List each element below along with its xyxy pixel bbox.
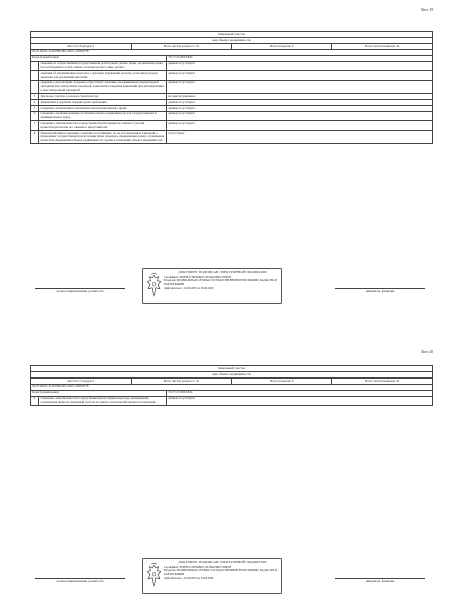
stamp-owner: Владелец: ФЕДЕРАЛЬНАЯ СЛУЖБА ГОСУДАРСТВЕННОЙ РЕГИСТРАЦИИ, КАДАСТРА И КАРТОГРАФИИ xyxy=(164,569,278,576)
row-number xyxy=(31,71,39,81)
sections-total: Всего разделов: 6 xyxy=(231,44,331,49)
row-label: Заявленные в судебном порядке права требования: xyxy=(39,100,167,106)
row-label: Сведения о невозможности государственной регистрации перехода, прекращения, ограничения права на земельный участок из земель сельскохозяйственного назначения: xyxy=(39,396,167,406)
coat-of-arms-icon xyxy=(145,271,163,301)
sheet-20-rows xyxy=(31,396,433,406)
section-title: Земельный участок xyxy=(31,366,433,372)
sheet-number: Лист № 17 раздела 2 xyxy=(67,379,95,383)
row-value: не зарегистрировано xyxy=(167,94,433,100)
sheet-label: Лист 20 xyxy=(420,350,433,354)
row-number: 8 xyxy=(31,131,39,144)
row-label: сведения об осуществлении государственной регистрации сделки, права, ограничения права без необходимого в силу закона согласия третьего лица, органа: xyxy=(39,61,167,71)
row-label: Сведения о наличии решения об изъятии объекта недвижимости для государственных и муниципальных нужд: xyxy=(39,111,167,121)
table-row xyxy=(31,131,433,144)
electronic-signature-stamp xyxy=(142,268,282,304)
row-label: Сведения о невозможности государственной регистрации без личного участия правообладателя или его законного представителя: xyxy=(39,121,167,131)
table-row xyxy=(31,396,433,406)
sheet-label: Лист 19 xyxy=(420,8,433,12)
sheets-total: Всего листов раздела 2: 19 xyxy=(131,379,231,384)
row-number xyxy=(31,80,39,93)
row-number: 4 xyxy=(31,100,39,106)
section-header xyxy=(30,365,433,378)
table-row xyxy=(31,71,433,81)
cadastral-label: Кадастровый номер: xyxy=(31,55,167,61)
row-number: 9 xyxy=(31,396,39,406)
row-label: Сведения о возражении в отношении зарегистрированного права: xyxy=(39,105,167,111)
row-value: данные отсутствуют xyxy=(167,71,433,81)
stamp-certificate: Сертификат: 0E9F0E1C8E8AB01C2E3D4A5B6C7D8E9F xyxy=(164,565,232,569)
position-caption: полное наименование должности xyxy=(35,288,125,294)
sheets-total: Всего листов раздела 2: 19 xyxy=(131,44,231,49)
row-number: 7 xyxy=(31,121,39,131)
row-value: данные отсутствуют xyxy=(167,80,433,93)
table-row xyxy=(31,80,433,93)
signature-block xyxy=(30,266,433,306)
section-subtitle: вид объекта недвижимости xyxy=(31,372,433,378)
row-number xyxy=(31,61,39,71)
row-value: данные отсутствуют xyxy=(167,61,433,71)
row-label: сведения о депозитарии, который осуществляет хранение обездвиженной документарной закладной или электронной закладной, и внесения в сведения изменений при депонировании в нем электронной закладной: xyxy=(39,80,167,93)
stamp-validity: Действителен: с 10.06.2025 по 03.09.2026 xyxy=(164,576,214,580)
row-label: Договоры участия в долевом строительстве: xyxy=(39,94,167,100)
sheet-19-rows xyxy=(31,61,433,144)
sheet-number: Лист № 16 раздела 2 xyxy=(67,44,95,48)
extract-date-number: 02.07.2025г. № КУВИ-001/2025-133964778 xyxy=(31,384,433,390)
extract-date-number: 02.07.2025г. № КУВИ-001/2025-133964778 xyxy=(31,49,433,55)
row-label: Правопритязания и сведения о наличии поступивших, но не рассмотренных заявлений о проведении государственной регистрации права (перехода, прекращения права), ограничения права или обременения объекта недвижимости, сделки в отношении объекта недвижимости: xyxy=(39,131,167,144)
stamp-title: ДОКУМЕНТ ПОДПИСАН ЭЛЕКТРОННОЙ ПОДПИСЬЮ xyxy=(178,560,267,564)
stamp-certificate: Сертификат: 0E9F0E1C8E8AB01C2E3D4A5B6C7D8E9F xyxy=(164,275,232,279)
table-row xyxy=(31,121,433,131)
stamp-owner: Владелец: ФЕДЕРАЛЬНАЯ СЛУЖБА ГОСУДАРСТВЕННОЙ РЕГИСТРАЦИИ, КАДАСТРА И КАРТОГРАФИИ xyxy=(164,279,278,286)
electronic-signature-stamp xyxy=(142,558,282,594)
cadastral-label: Кадастровый номер: xyxy=(31,390,167,396)
sections-total: Всего разделов: 6 xyxy=(231,379,331,384)
row-number: 3 xyxy=(31,94,39,100)
row-value: данные отсутствуют xyxy=(167,121,433,131)
row-label: сведения об управляющем залогом и о договоре управления залогом, если такой договор заключен для управления ипотекой: xyxy=(39,71,167,81)
row-number: 5 xyxy=(31,105,39,111)
cadastral-number: 72:17:1313001:824 xyxy=(167,390,433,396)
stamp-title: ДОКУМЕНТ ПОДПИСАН ЭЛЕКТРОННОЙ ПОДПИСЬЮ xyxy=(178,270,267,274)
cadastral-number: 72:17:1313001:824 xyxy=(167,55,433,61)
row-number: 6 xyxy=(31,111,39,121)
records-table xyxy=(30,378,433,406)
section-title: Земельный участок xyxy=(31,32,433,38)
position-caption: полное наименование должности xyxy=(35,578,125,584)
row-value: данные отсутствуют xyxy=(167,105,433,111)
signature-block xyxy=(30,556,433,596)
stamp-validity: Действителен: с 10.06.2025 по 03.09.2026 xyxy=(164,286,214,290)
records-table xyxy=(30,43,433,144)
row-value: данные отсутствуют xyxy=(167,111,433,121)
extract-sheets-total: Всего листов выписки: 24 xyxy=(332,44,432,49)
row-value: отсутствуют xyxy=(167,131,433,144)
table-row xyxy=(31,61,433,71)
table-row xyxy=(31,111,433,121)
row-value: данные отсутствуют xyxy=(167,396,433,406)
extract-sheets-total: Всего листов выписки: 24 xyxy=(332,379,432,384)
initials-caption: инициалы, фамилия xyxy=(335,578,425,584)
row-value: данные отсутствуют xyxy=(167,100,433,106)
coat-of-arms-icon xyxy=(145,561,163,591)
initials-caption: инициалы, фамилия xyxy=(335,288,425,294)
section-subtitle: вид объекта недвижимости xyxy=(31,38,433,44)
